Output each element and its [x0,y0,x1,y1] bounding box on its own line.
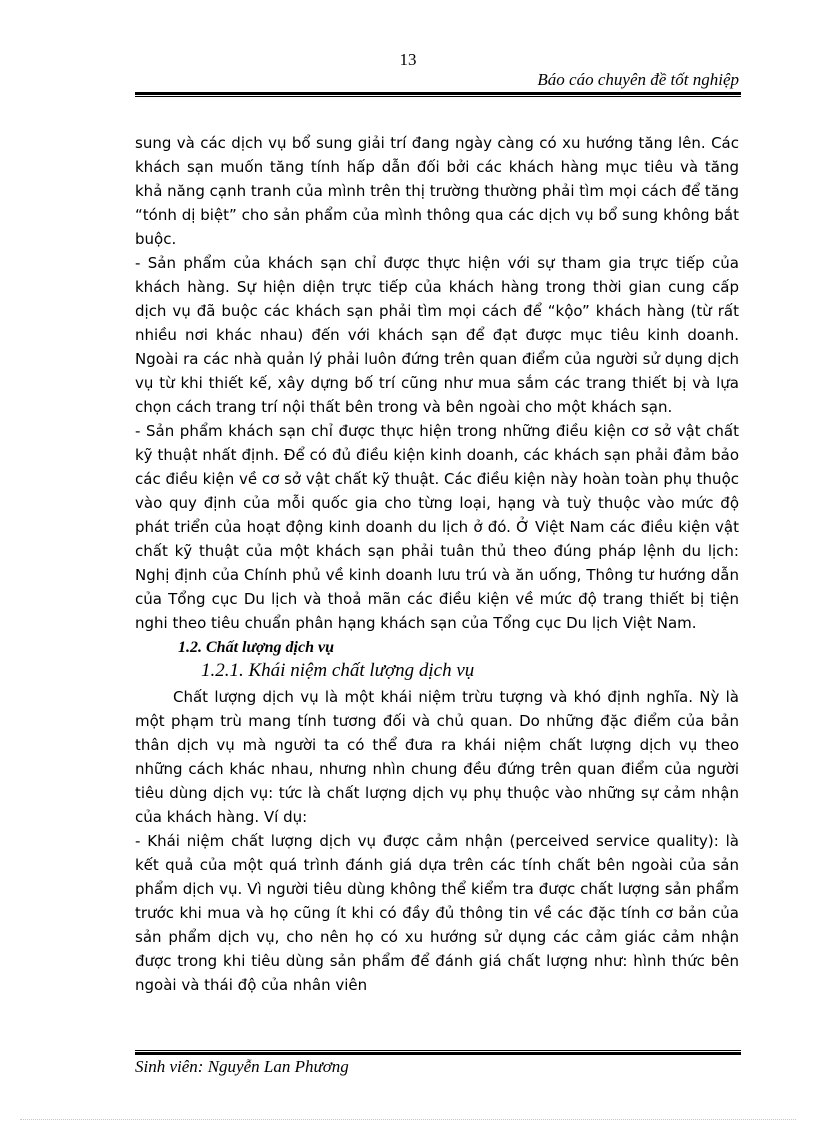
header-title: Báo cáo chuyên đề tốt nghiệp [537,70,739,89]
body-text [135,131,739,997]
footer-author: Sinh viên: Nguyễn Lan Phương [135,1057,349,1076]
page-edge [20,1119,796,1120]
paragraph-3: - Sản phẩm khách sạn chỉ được thực hiện trong những điều kiện cơ sở vật chất kỹ thuật nhất định. Để có đủ điều kiện kinh doanh, các khách sạn phải đảm bảo các điều kiện về cơ sở vật chất kỹ thuật. Các điều kiện này hoàn toàn phụ thuộc vào quy định của mỗi quốc gia cho từng loại, hạng và tuỳ thuộc vào mức độ phát triển của hoạt động kinh doanh du lịch ở đó. Ở Việt Nam các điều kiện vật chất kỹ thuật của một khách sạn phải tuân thủ theo đúng pháp lệnh du lịch: Nghị định của Chính phủ về kinh doanh lưu trú và ăn uống, Thông tư hướng dẫn của Tổng cục Du lịch và thoả mãn các điều kiện về mức độ trang thiết bị tiện nghi theo tiêu chuẩn phân hạng khách sạn của Tổng cục Du lịch Việt Nam. [135,422,739,632]
paragraph-5: - Khái niệm chất lượng dịch vụ được cảm nhận (perceived service quality): là kết quả của một quá trình đánh giá dựa trên các tính chất bên ngoài của sản phẩm dịch vụ. Vì người tiêu dùng không thể kiểm tra được chất lượng sản phẩm trước khi mua và họ cũng ít khi có đầy đủ thông tin về các đặc tính cơ bản của sản phẩm dịch vụ, cho nên họ có xu hướng sử dụng các cảm giác cảm nhận được trong khi tiêu dùng sản phẩm để đánh giá chất lượng như: hình thức bên ngoài và thái độ của nhân viên [135,832,739,994]
subsection-heading: 1.2.1. Khái niệm chất lượng dịch vụ [201,660,475,681]
paragraph-2: - Sản phẩm của khách sạn chỉ được thực hiện với sự tham gia trực tiếp của khách hàng. Sự hiện diện trực tiếp của khách hàng trong thời gian cung cấp dịch vụ đã buộc các khách sạn phải tìm mọi cách để “kộo” khách hàng (từ rất nhiều nơi khác nhau) đến với khách sạn để đạt được mục tiêu kinh doanh. Ngoài ra các nhà quản lý phải luôn đứng trên quan điểm của người sử dụng dịch vụ từ khi thiết kế, xây dựng bố trí cũng như mua sắm các trang thiết bị và lựa chọn cách trang trí nội thất bên trong và bên ngoài cho một khách sạn. [135,254,739,416]
footer-rule [135,1050,741,1055]
header-rule [135,92,741,97]
paragraph-1: sung và các dịch vụ bổ sung giải trí đang ngày càng có xu hướng tăng lên. Các khách sạn muốn tăng tính hấp dẫn đối bởi các khách hàng mục tiêu và tăng khả năng cạnh tranh của mình trên thị trường thường phải tìm mọi cách để tăng “tónh dị biệt” cho sản phẩm của mình thông qua các dịch vụ bổ sung không bắt buộc. [135,134,739,248]
paragraph-4: Chất lượng dịch vụ là một khái niệm trừu tượng và khó định nghĩa. Nỳ là một phạm trù mang tính tương đối và chủ quan. Do những đặc điểm của bản thân dịch vụ mà người ta có thể đưa ra khái niệm chất lượng dịch vụ theo những cách khác nhau, nhưng nhìn chung đều đứng trên quan điểm của người tiêu dùng dịch vụ: tức là chất lượng dịch vụ phụ thuộc vào những sự cảm nhận của khách hàng. Ví dụ: [135,688,739,826]
section-heading: 1.2. Chất lượng dịch vụ [178,639,334,656]
page-number: 13 [399,50,417,69]
